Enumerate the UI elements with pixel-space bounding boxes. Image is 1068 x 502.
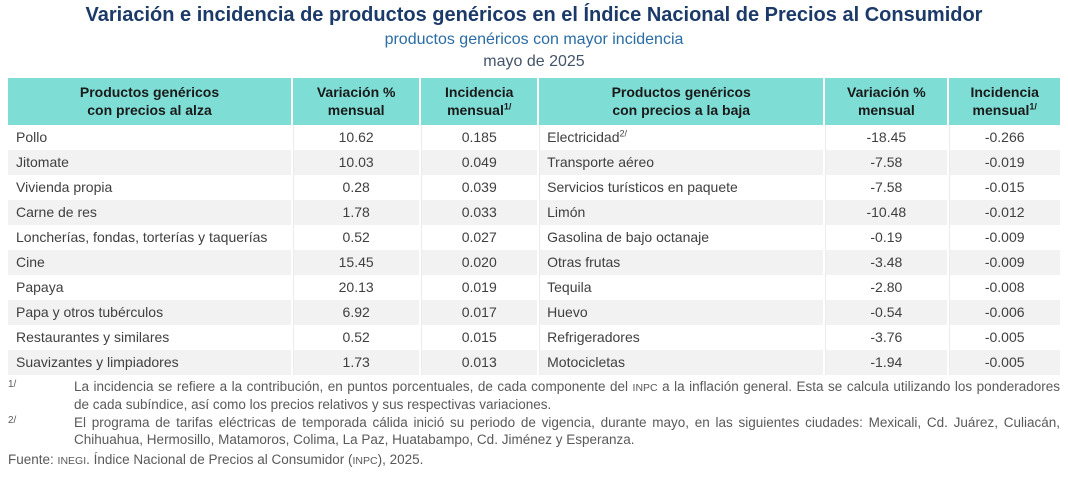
product-baja-incidencia: -0.012 xyxy=(947,200,1060,225)
product-baja-variacion: -0.54 xyxy=(823,300,947,325)
text-segment: La incidencia se refiere a la contribución, en puntos porcentuales, de cada componente del xyxy=(74,379,633,394)
col-header-productos-alza xyxy=(8,78,291,125)
col-header-text: mensual xyxy=(327,101,385,118)
product-baja-variacion: -7.58 xyxy=(823,150,947,175)
table-row xyxy=(8,325,1060,350)
acronym-smallcaps: INPC xyxy=(352,455,378,468)
product-alza-name: Vivienda propia xyxy=(8,175,291,200)
footnote xyxy=(8,378,1060,414)
header-block xyxy=(0,0,1068,72)
product-baja-variacion: -10.48 xyxy=(823,200,947,225)
footnote xyxy=(8,414,1060,450)
product-alza-variacion: 1.73 xyxy=(291,350,419,375)
table-row xyxy=(8,350,1060,375)
product-alza-name: Papaya xyxy=(8,275,291,300)
col-header-text: Productos genéricos xyxy=(79,84,220,100)
product-baja-incidencia: -0.006 xyxy=(947,300,1060,325)
product-baja-name: Tequila xyxy=(537,275,823,300)
text-segment: El programa de tarifas eléctricas de temporada cálida inició su periodo de vigencia, durante mayo, en las siguientes ciudades: Mexicali, Cd. Juárez, Culiacán, Chihuahua, Hermosillo, Matamoros, Colima, La Paz, Huatabampo, Cd. Jiménez y Esperanza. xyxy=(74,414,1060,448)
footnote-marker: 2/ xyxy=(8,414,17,426)
product-alza-variacion: 6.92 xyxy=(291,300,419,325)
table-row xyxy=(8,300,1060,325)
footnote-ref-1: 1/ xyxy=(1029,100,1037,111)
col-header-text: mensual xyxy=(447,101,504,118)
page-subtitle: productos genéricos con mayor incidencia xyxy=(384,31,684,48)
col-header-text: Variación % xyxy=(316,84,396,100)
table-row xyxy=(8,150,1060,175)
product-alza-incidencia: 0.049 xyxy=(419,150,537,175)
table-row xyxy=(8,175,1060,200)
table-row xyxy=(8,250,1060,275)
product-alza-variacion: 1.78 xyxy=(291,200,419,225)
product-baja-name: Otras frutas xyxy=(537,250,823,275)
product-baja-incidencia: -0.008 xyxy=(947,275,1060,300)
product-baja-incidencia: -0.266 xyxy=(947,125,1060,150)
footnote-list xyxy=(8,378,1060,449)
product-alza-variacion: 15.45 xyxy=(291,250,419,275)
footnotes-block xyxy=(8,378,1060,469)
product-alza-name: Restaurantes y similares xyxy=(8,325,291,350)
product-baja-name: Huevo xyxy=(537,300,823,325)
col-header-text: con precios a la baja xyxy=(612,101,751,118)
text-segment: a la inflación general. Esta se calcula utilizando los ponderadores de cada subíndice, así como los precios relativos y sus respectivas variaciones. xyxy=(74,379,1060,412)
product-alza-incidencia: 0.019 xyxy=(419,275,537,300)
product-baja-incidencia: -0.005 xyxy=(947,350,1060,375)
product-baja-variacion: -2.80 xyxy=(823,275,947,300)
product-alza-name: Pollo xyxy=(8,125,291,150)
page-title: Variación e incidencia de productos genéricos en el Índice Nacional de Precios al Consumidor xyxy=(85,4,983,26)
text-segment: Fuente: xyxy=(8,452,58,468)
table-body xyxy=(8,125,1060,375)
product-alza-variacion: 0.28 xyxy=(291,175,419,200)
col-header-text: mensual xyxy=(857,101,915,118)
col-header-text: Productos genéricos xyxy=(611,84,751,100)
text-segment: ), 2025. xyxy=(377,452,424,468)
product-baja-name: Gasolina de bajo octanaje xyxy=(537,225,823,250)
product-baja-variacion: -3.48 xyxy=(823,250,947,275)
product-alza-name: Carne de res xyxy=(8,200,291,225)
product-alza-incidencia: 0.039 xyxy=(419,175,537,200)
product-alza-variacion: 0.52 xyxy=(291,225,419,250)
product-alza-incidencia: 0.033 xyxy=(419,200,537,225)
col-header-variacion-alza xyxy=(291,78,419,125)
col-header-variacion-baja xyxy=(823,78,947,125)
col-header-incidencia-baja xyxy=(947,78,1060,125)
table-row xyxy=(8,125,1060,150)
col-header-text: Variación % xyxy=(847,84,926,100)
footnote-ref-2: 2/ xyxy=(619,128,628,139)
period-label: mayo de 2025 xyxy=(483,53,585,70)
product-alza-incidencia: 0.013 xyxy=(419,350,537,375)
product-alza-variacion: 20.13 xyxy=(291,275,419,300)
product-alza-variacion: 10.03 xyxy=(291,150,419,175)
product-alza-name: Cine xyxy=(8,250,291,275)
product-baja-incidencia: -0.015 xyxy=(947,175,1060,200)
footnote-text xyxy=(74,414,1060,450)
product-baja-name: Transporte aéreo xyxy=(537,150,823,175)
incidence-table xyxy=(8,78,1060,375)
product-alza-name: Jitomate xyxy=(8,150,291,175)
product-alza-variacion: 10.62 xyxy=(291,125,419,150)
product-alza-incidencia: 0.017 xyxy=(419,300,537,325)
product-alza-name: Suavizantes y limpiadores xyxy=(8,350,291,375)
product-baja-variacion: -3.76 xyxy=(823,325,947,350)
col-header-text: con precios al alza xyxy=(87,101,212,118)
product-baja-variacion: -1.94 xyxy=(823,350,947,375)
table-row xyxy=(8,275,1060,300)
col-header-text: mensual xyxy=(972,101,1030,118)
product-baja-incidencia: -0.009 xyxy=(947,250,1060,275)
product-alza-incidencia: 0.185 xyxy=(419,125,537,150)
source-line xyxy=(8,451,1060,469)
footnote-marker: 1/ xyxy=(8,379,17,390)
table-row xyxy=(8,200,1060,225)
footnote-ref-1: 1/ xyxy=(503,100,512,111)
product-alza-incidencia: 0.015 xyxy=(419,325,537,350)
product-baja-incidencia: -0.005 xyxy=(947,325,1060,350)
product-baja-incidencia: -0.009 xyxy=(947,225,1060,250)
acronym-smallcaps: INEGI xyxy=(57,455,87,468)
table-header-row xyxy=(8,78,1060,125)
footnote-text xyxy=(74,378,1060,414)
table-row xyxy=(8,225,1060,250)
product-baja-variacion: -0.19 xyxy=(823,225,947,250)
product-baja-variacion: -7.58 xyxy=(823,175,947,200)
product-alza-incidencia: 0.020 xyxy=(419,250,537,275)
col-header-incidencia-alza xyxy=(419,78,537,125)
product-baja-name: Servicios turísticos en paquete xyxy=(537,175,823,200)
product-baja-name: Refrigeradores xyxy=(537,325,823,350)
product-alza-incidencia: 0.027 xyxy=(419,225,537,250)
product-baja-name: Electricidad$^{2/}$ xyxy=(537,125,823,150)
product-alza-variacion: 0.52 xyxy=(291,325,419,350)
product-baja-incidencia: -0.019 xyxy=(947,150,1060,175)
col-header-productos-baja xyxy=(537,78,823,125)
col-header-text: Incidencia xyxy=(445,84,514,100)
col-header-text: Incidencia xyxy=(970,84,1039,100)
product-alza-name: Papa y otros tubérculos xyxy=(8,300,291,325)
product-baja-variacion: -18.45 xyxy=(823,125,947,150)
text-segment: . Índice Nacional de Precios al Consumidor ( xyxy=(86,452,353,468)
product-alza-name: Loncherías, fondas, torterías y taquerías xyxy=(8,225,291,250)
acronym-smallcaps: INPC xyxy=(632,382,658,394)
product-baja-name: Limón xyxy=(537,200,823,225)
product-baja-name: Motocicletas xyxy=(537,350,823,375)
